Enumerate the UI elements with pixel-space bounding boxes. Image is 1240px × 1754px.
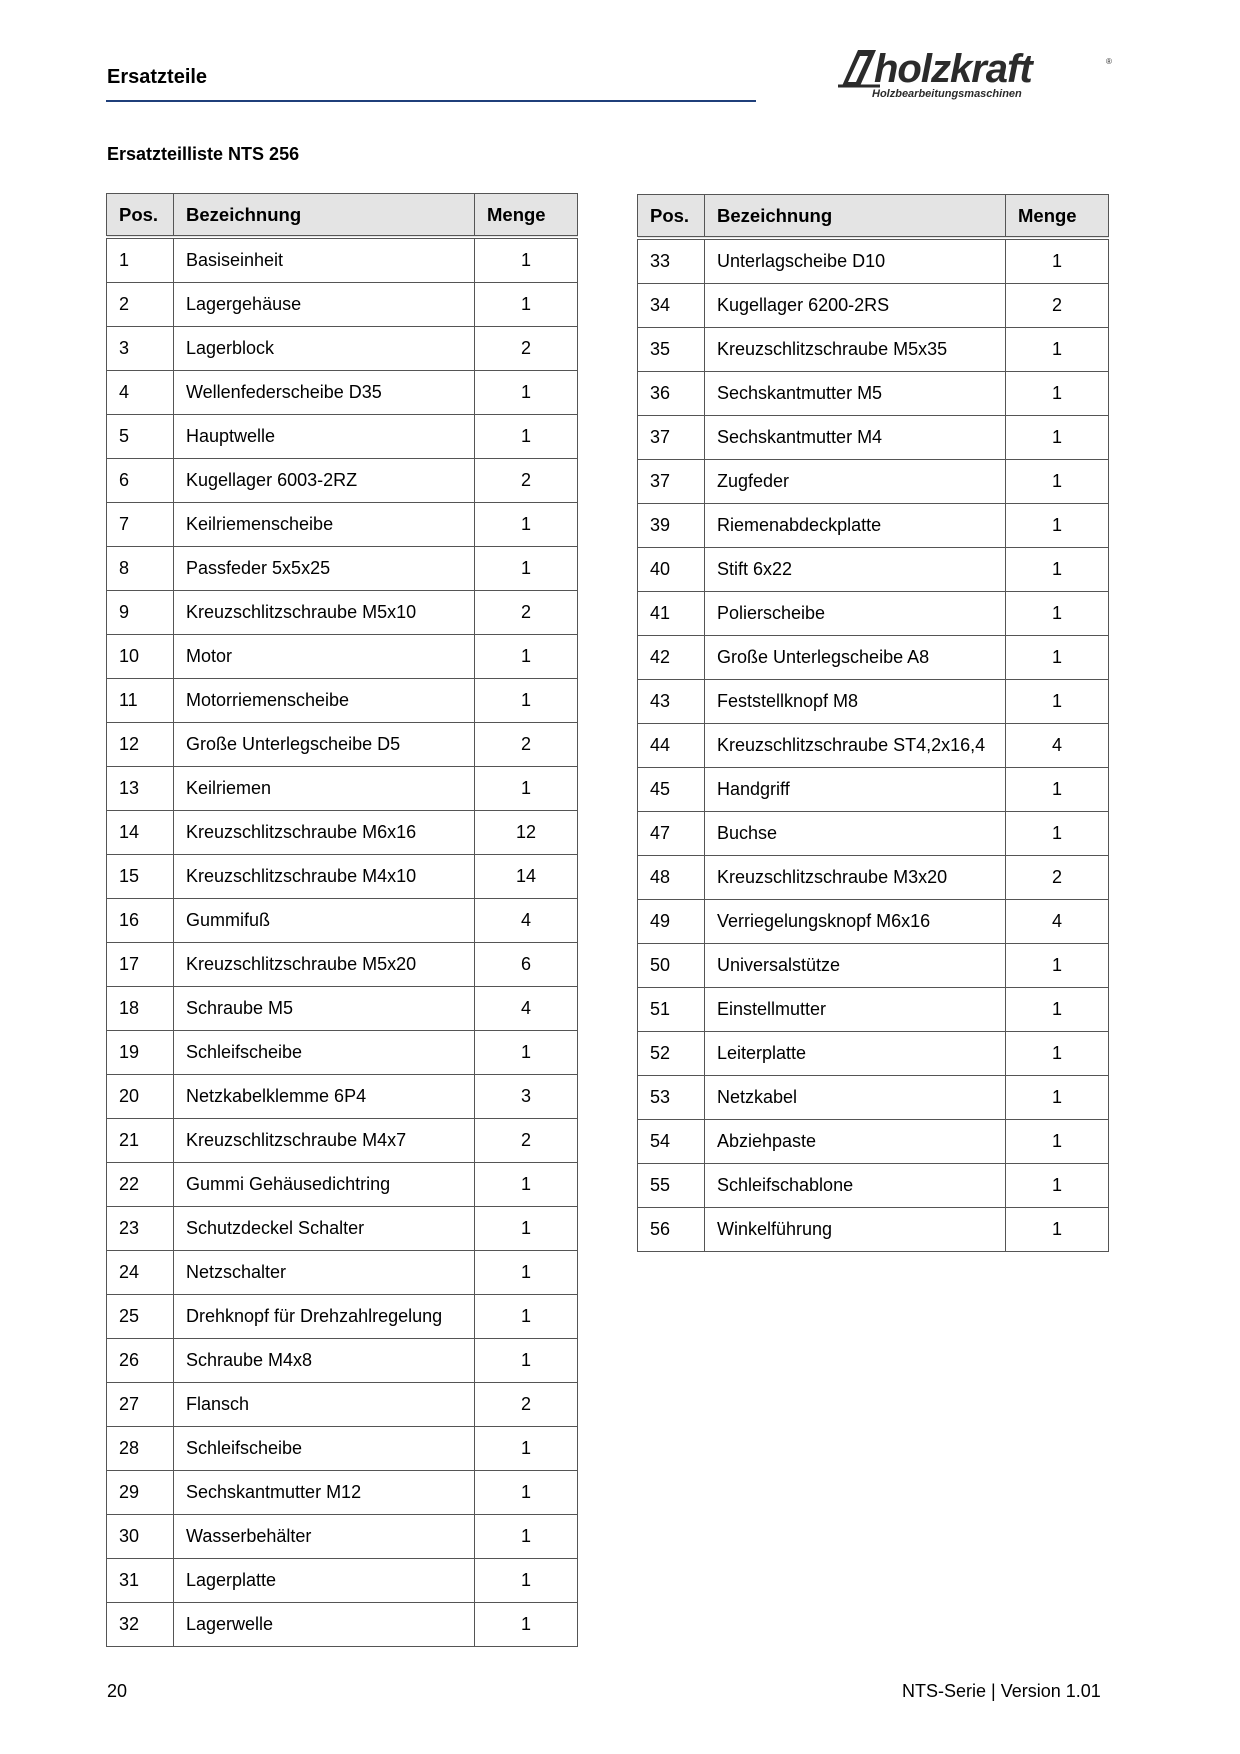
- cell-qty: 3: [475, 1075, 578, 1119]
- parts-table-right: [637, 194, 1109, 1252]
- table-row: [638, 944, 1109, 988]
- table-row: [638, 238, 1109, 284]
- cell-qty: 2: [1006, 284, 1109, 328]
- cell-name: Buchse: [705, 812, 1006, 856]
- cell-qty: 1: [1006, 548, 1109, 592]
- cell-qty: 14: [475, 855, 578, 899]
- cell-pos: 31: [107, 1559, 174, 1603]
- cell-name: Kreuzschlitzschraube M4x7: [174, 1119, 475, 1163]
- cell-pos: 28: [107, 1427, 174, 1471]
- cell-name: Kreuzschlitzschraube M4x10: [174, 855, 475, 899]
- table-row: [107, 283, 578, 327]
- table-row: [638, 1120, 1109, 1164]
- cell-name: Universalstütze: [705, 944, 1006, 988]
- cell-qty: 1: [475, 1471, 578, 1515]
- table-row: [107, 635, 578, 679]
- table-row: [107, 371, 578, 415]
- footer-series: NTS-Serie | Version 1.01: [902, 1681, 1101, 1701]
- table-row: [107, 943, 578, 987]
- cell-pos: 51: [638, 988, 705, 1032]
- cell-pos: 18: [107, 987, 174, 1031]
- table-row: [638, 328, 1109, 372]
- cell-name: Motor: [174, 635, 475, 679]
- column-header-pos: Pos.: [638, 195, 705, 239]
- cell-name: Kreuzschlitzschraube M5x35: [705, 328, 1006, 372]
- logo-tagline: Holzbearbeitungsmaschinen: [872, 88, 1022, 100]
- cell-name: Keilriemen: [174, 767, 475, 811]
- column-header-qty: Menge: [475, 194, 578, 238]
- table-row: [107, 855, 578, 899]
- cell-qty: 4: [475, 899, 578, 943]
- header-rule: [106, 100, 756, 102]
- table-row: [107, 1427, 578, 1471]
- cell-pos: 56: [638, 1208, 705, 1252]
- table-row: [638, 900, 1109, 944]
- cell-qty: 1: [475, 767, 578, 811]
- cell-name: Sechskantmutter M12: [174, 1471, 475, 1515]
- cell-pos: 42: [638, 636, 705, 680]
- cell-name: Schleifscheibe: [174, 1427, 475, 1471]
- table-row: [638, 812, 1109, 856]
- cell-name: Polierscheibe: [705, 592, 1006, 636]
- cell-name: Drehknopf für Drehzahlregelung: [174, 1295, 475, 1339]
- cell-name: Schleifscheibe: [174, 1031, 475, 1075]
- column-header-pos: Pos.: [107, 194, 174, 238]
- cell-qty: 1: [475, 1295, 578, 1339]
- cell-qty: 1: [475, 283, 578, 327]
- table-row: [638, 460, 1109, 504]
- cell-pos: 43: [638, 680, 705, 724]
- page-number: 20: [107, 1681, 128, 1701]
- table-row: [107, 1383, 578, 1427]
- cell-name: Schleifschablone: [705, 1164, 1006, 1208]
- cell-qty: 1: [1006, 768, 1109, 812]
- cell-name: Winkelführung: [705, 1208, 1006, 1252]
- column-header-name: Bezeichnung: [174, 194, 475, 238]
- cell-name: Zugfeder: [705, 460, 1006, 504]
- cell-qty: 1: [475, 1251, 578, 1295]
- cell-pos: 20: [107, 1075, 174, 1119]
- table-row: [107, 723, 578, 767]
- cell-pos: 27: [107, 1383, 174, 1427]
- cell-pos: 37: [638, 460, 705, 504]
- table-row: [638, 548, 1109, 592]
- table-row: [638, 592, 1109, 636]
- cell-name: Schraube M4x8: [174, 1339, 475, 1383]
- cell-pos: 53: [638, 1076, 705, 1120]
- cell-qty: 2: [475, 1119, 578, 1163]
- cell-qty: 2: [475, 591, 578, 635]
- cell-name: Lagerplatte: [174, 1559, 475, 1603]
- cell-name: Große Unterlegscheibe A8: [705, 636, 1006, 680]
- cell-name: Hauptwelle: [174, 415, 475, 459]
- cell-qty: 1: [475, 635, 578, 679]
- column-header-qty: Menge: [1006, 195, 1109, 239]
- cell-name: Riemenabdeckplatte: [705, 504, 1006, 548]
- cell-name: Sechskantmutter M5: [705, 372, 1006, 416]
- cell-name: Motorriemenscheibe: [174, 679, 475, 723]
- cell-pos: 15: [107, 855, 174, 899]
- table-row: [107, 1207, 578, 1251]
- cell-qty: 6: [475, 943, 578, 987]
- cell-pos: 6: [107, 459, 174, 503]
- cell-pos: 4: [107, 371, 174, 415]
- cell-qty: 1: [1006, 1032, 1109, 1076]
- cell-pos: 7: [107, 503, 174, 547]
- table-row: [107, 1559, 578, 1603]
- cell-pos: 5: [107, 415, 174, 459]
- cell-qty: 1: [1006, 592, 1109, 636]
- cell-name: Stift 6x22: [705, 548, 1006, 592]
- table-row: [638, 988, 1109, 1032]
- cell-name: Einstellmutter: [705, 988, 1006, 1032]
- cell-qty: 1: [475, 1207, 578, 1251]
- table-row: [638, 372, 1109, 416]
- cell-qty: 12: [475, 811, 578, 855]
- cell-pos: 32: [107, 1603, 174, 1647]
- cell-name: Verriegelungsknopf M6x16: [705, 900, 1006, 944]
- table-row: [107, 1515, 578, 1559]
- cell-qty: 1: [475, 1031, 578, 1075]
- cell-name: Handgriff: [705, 768, 1006, 812]
- cell-pos: 39: [638, 504, 705, 548]
- table-row: [107, 1603, 578, 1647]
- cell-name: Kreuzschlitzschraube M3x20: [705, 856, 1006, 900]
- table-body: [638, 238, 1109, 1252]
- table-row: [638, 1164, 1109, 1208]
- cell-pos: 8: [107, 547, 174, 591]
- table-body: [107, 237, 578, 1647]
- cell-qty: 1: [1006, 636, 1109, 680]
- table-row: [638, 636, 1109, 680]
- cell-pos: 9: [107, 591, 174, 635]
- cell-qty: 4: [1006, 724, 1109, 768]
- cell-pos: 24: [107, 1251, 174, 1295]
- cell-pos: 40: [638, 548, 705, 592]
- cell-qty: 1: [1006, 988, 1109, 1032]
- cell-qty: 1: [1006, 680, 1109, 724]
- cell-pos: 25: [107, 1295, 174, 1339]
- table-row: [638, 1076, 1109, 1120]
- table-row: [107, 811, 578, 855]
- cell-qty: 1: [475, 679, 578, 723]
- cell-qty: 1: [475, 1559, 578, 1603]
- cell-qty: 1: [475, 371, 578, 415]
- cell-name: Abziehpaste: [705, 1120, 1006, 1164]
- cell-name: Flansch: [174, 1383, 475, 1427]
- table-row: [638, 416, 1109, 460]
- cell-pos: 48: [638, 856, 705, 900]
- cell-qty: 1: [475, 547, 578, 591]
- cell-pos: 12: [107, 723, 174, 767]
- cell-pos: 2: [107, 283, 174, 327]
- cell-qty: 1: [475, 1515, 578, 1559]
- cell-qty: 1: [1006, 1120, 1109, 1164]
- cell-name: Gummi Gehäusedichtring: [174, 1163, 475, 1207]
- cell-name: Schraube M5: [174, 987, 475, 1031]
- table-row: [107, 237, 578, 283]
- cell-pos: 41: [638, 592, 705, 636]
- cell-qty: 1: [1006, 1076, 1109, 1120]
- cell-qty: 4: [1006, 900, 1109, 944]
- cell-pos: 50: [638, 944, 705, 988]
- cell-qty: 1: [1006, 328, 1109, 372]
- cell-qty: 2: [1006, 856, 1109, 900]
- cell-pos: 36: [638, 372, 705, 416]
- cell-pos: 55: [638, 1164, 705, 1208]
- cell-name: Kreuzschlitzschraube M5x20: [174, 943, 475, 987]
- cell-name: Kugellager 6200-2RS: [705, 284, 1006, 328]
- cell-name: Kreuzschlitzschraube M6x16: [174, 811, 475, 855]
- table-row: [107, 767, 578, 811]
- cell-pos: 34: [638, 284, 705, 328]
- cell-name: Leiterplatte: [705, 1032, 1006, 1076]
- cell-qty: 1: [475, 415, 578, 459]
- cell-pos: 52: [638, 1032, 705, 1076]
- holzkraft-logo: [836, 44, 1116, 104]
- cell-pos: 19: [107, 1031, 174, 1075]
- cell-qty: 2: [475, 1383, 578, 1427]
- cell-pos: 13: [107, 767, 174, 811]
- table-row: [638, 1032, 1109, 1076]
- table-row: [107, 899, 578, 943]
- cell-name: Kugellager 6003-2RZ: [174, 459, 475, 503]
- cell-name: Netzschalter: [174, 1251, 475, 1295]
- cell-qty: 1: [475, 1427, 578, 1471]
- table-row: [107, 503, 578, 547]
- table-row: [107, 547, 578, 591]
- table-row: [107, 1339, 578, 1383]
- table-row: [638, 1208, 1109, 1252]
- cell-pos: 29: [107, 1471, 174, 1515]
- cell-qty: 2: [475, 327, 578, 371]
- cell-qty: 2: [475, 459, 578, 503]
- cell-qty: 4: [475, 987, 578, 1031]
- cell-pos: 14: [107, 811, 174, 855]
- cell-name: Sechskantmutter M4: [705, 416, 1006, 460]
- cell-qty: 1: [475, 1339, 578, 1383]
- cell-qty: 1: [1006, 504, 1109, 548]
- cell-qty: 1: [1006, 944, 1109, 988]
- cell-name: Kreuzschlitzschraube M5x10: [174, 591, 475, 635]
- cell-pos: 1: [107, 237, 174, 283]
- table-row: [107, 1295, 578, 1339]
- cell-qty: 1: [1006, 460, 1109, 504]
- cell-name: Netzkabel: [705, 1076, 1006, 1120]
- cell-name: Schutzdeckel Schalter: [174, 1207, 475, 1251]
- table-row: [638, 724, 1109, 768]
- table-header-row: [638, 195, 1109, 239]
- cell-pos: 17: [107, 943, 174, 987]
- cell-pos: 45: [638, 768, 705, 812]
- list-title: Ersatzteilliste NTS 256: [107, 144, 300, 164]
- cell-qty: 1: [475, 1163, 578, 1207]
- cell-pos: 30: [107, 1515, 174, 1559]
- cell-pos: 37: [638, 416, 705, 460]
- cell-qty: 1: [1006, 372, 1109, 416]
- cell-pos: 10: [107, 635, 174, 679]
- table-row: [107, 1119, 578, 1163]
- cell-name: Feststellknopf M8: [705, 680, 1006, 724]
- table-row: [107, 591, 578, 635]
- table-row: [107, 1031, 578, 1075]
- cell-pos: 26: [107, 1339, 174, 1383]
- cell-qty: 1: [1006, 238, 1109, 284]
- table-row: [107, 415, 578, 459]
- cell-pos: 3: [107, 327, 174, 371]
- cell-name: Gummifuß: [174, 899, 475, 943]
- cell-name: Lagerblock: [174, 327, 475, 371]
- cell-qty: 2: [475, 723, 578, 767]
- cell-name: Basiseinheit: [174, 237, 475, 283]
- cell-name: Lagerwelle: [174, 1603, 475, 1647]
- cell-pos: 16: [107, 899, 174, 943]
- svg-text:®: ®: [1106, 57, 1112, 66]
- table-row: [638, 284, 1109, 328]
- cell-qty: 1: [1006, 416, 1109, 460]
- table-header-row: [107, 194, 578, 238]
- table-row: [107, 1471, 578, 1515]
- cell-pos: 47: [638, 812, 705, 856]
- cell-qty: 1: [475, 1603, 578, 1647]
- logo-wordmark: holzkraft: [874, 47, 1032, 91]
- table-row: [638, 680, 1109, 724]
- cell-name: Große Unterlegscheibe D5: [174, 723, 475, 767]
- table-row: [107, 987, 578, 1031]
- cell-pos: 44: [638, 724, 705, 768]
- table-row: [638, 504, 1109, 548]
- cell-pos: 11: [107, 679, 174, 723]
- cell-name: Wasserbehälter: [174, 1515, 475, 1559]
- parts-table-left: [106, 193, 578, 1647]
- table-row: [107, 1075, 578, 1119]
- table-row: [107, 679, 578, 723]
- cell-name: Lagergehäuse: [174, 283, 475, 327]
- table-row: [107, 459, 578, 503]
- cell-qty: 1: [1006, 1164, 1109, 1208]
- cell-qty: 1: [475, 503, 578, 547]
- column-header-name: Bezeichnung: [705, 195, 1006, 239]
- cell-name: Passfeder 5x5x25: [174, 547, 475, 591]
- table-row: [107, 1163, 578, 1207]
- cell-name: Netzkabelklemme 6P4: [174, 1075, 475, 1119]
- cell-pos: 35: [638, 328, 705, 372]
- cell-pos: 49: [638, 900, 705, 944]
- cell-pos: 33: [638, 238, 705, 284]
- cell-name: Kreuzschlitzschraube ST4,2x16,4: [705, 724, 1006, 768]
- cell-pos: 23: [107, 1207, 174, 1251]
- cell-name: Unterlagscheibe D10: [705, 238, 1006, 284]
- table-row: [638, 856, 1109, 900]
- cell-pos: 21: [107, 1119, 174, 1163]
- cell-qty: 1: [1006, 1208, 1109, 1252]
- cell-name: Wellenfederscheibe D35: [174, 371, 475, 415]
- page-title: Ersatzteile: [107, 66, 208, 88]
- table-row: [107, 1251, 578, 1295]
- cell-qty: 1: [475, 237, 578, 283]
- cell-qty: 1: [1006, 812, 1109, 856]
- cell-name: Keilriemenscheibe: [174, 503, 475, 547]
- table-row: [638, 768, 1109, 812]
- cell-pos: 54: [638, 1120, 705, 1164]
- cell-pos: 22: [107, 1163, 174, 1207]
- table-row: [107, 327, 578, 371]
